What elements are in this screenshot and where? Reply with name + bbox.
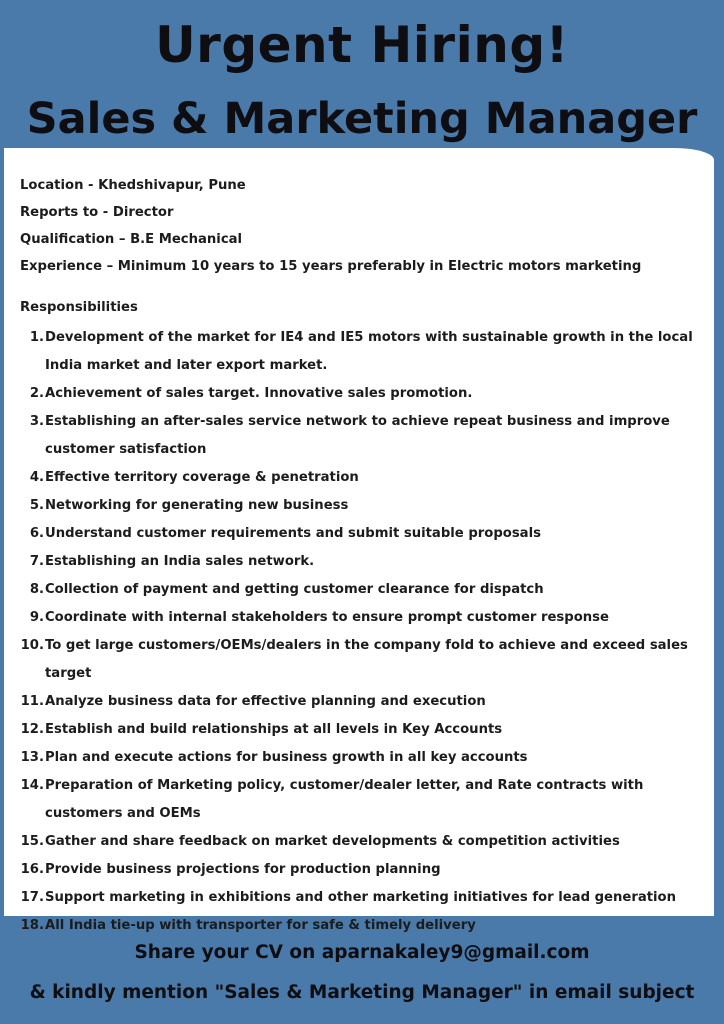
item-number: 1. [29, 330, 44, 345]
item-number: 4. [29, 470, 44, 485]
list-item [14, 828, 714, 856]
item-text: Establishing an after-sales service network to achieve repeat business and improve customer satisfaction [45, 414, 670, 457]
list-item [14, 856, 714, 884]
item-text: Coordinate with internal stakeholders to ensure prompt customer response [45, 610, 609, 625]
item-text: Provide business projections for production planning [45, 862, 441, 877]
list-item [14, 520, 714, 548]
item-number: 16. [20, 862, 44, 877]
item-number: 15. [20, 834, 44, 849]
list-item [14, 408, 714, 464]
list-item [14, 380, 714, 408]
item-number: 17. [20, 890, 44, 905]
item-text: Establish and build relationships at all levels in Key Accounts [45, 722, 503, 737]
list-item [14, 688, 714, 716]
item-number: 11. [20, 694, 44, 709]
item-text: All India tie-up with transporter for safe & timely delivery [45, 918, 476, 933]
qualification-line: Qualification – B.E Mechanical [20, 232, 243, 247]
item-number: 2. [29, 386, 44, 401]
header [0, 0, 724, 150]
list-item [14, 716, 714, 744]
list-item [14, 464, 714, 492]
item-text: Effective territory coverage & penetration [45, 470, 359, 485]
item-text: Preparation of Marketing policy, customer/dealer letter, and Rate contracts with customers and OEMs [45, 778, 644, 821]
item-text: Support marketing in exhibitions and other marketing initiatives for lead generation [45, 890, 676, 905]
item-number: 12. [20, 722, 44, 737]
item-text: Networking for generating new business [45, 498, 349, 513]
item-number: 18. [20, 918, 44, 933]
item-number: 5. [29, 498, 44, 513]
list-item [14, 632, 714, 688]
footer [0, 928, 724, 1024]
reports-to-line: Reports to - Director [20, 205, 174, 220]
item-text: Gather and share feedback on market developments & competition activities [45, 834, 620, 849]
responsibilities-heading: Responsibilities [20, 300, 138, 315]
responsibilities-list [14, 324, 714, 940]
item-number: 10. [20, 638, 44, 653]
item-text: Establishing an India sales network. [45, 554, 315, 569]
item-text: Plan and execute actions for business growth in all key accounts [45, 750, 528, 765]
list-item [14, 604, 714, 632]
item-number: 13. [20, 750, 44, 765]
item-number: 14. [20, 778, 44, 793]
item-text: Development of the market for IE4 and IE5 motors with sustainable growth in the local India market and later export market. [45, 330, 693, 373]
location-line: Location - Khedshivapur, Pune [20, 178, 246, 193]
job-details [20, 174, 710, 282]
list-item [14, 492, 714, 520]
item-number: 7. [29, 554, 44, 569]
experience-line: Experience – Minimum 10 years to 15 years preferably in Electric motors marketing [20, 259, 642, 274]
item-text: Understand customer requirements and submit suitable proposals [45, 526, 541, 541]
item-number: 3. [29, 414, 44, 429]
list-item [14, 576, 714, 604]
item-number: 8. [29, 582, 44, 597]
item-number: 6. [29, 526, 44, 541]
item-text: To get large customers/OEMs/dealers in the company fold to achieve and exceed sales target [45, 638, 688, 681]
email-subject-note: & kindly mention "Sales & Marketing Manager" in email subject [29, 982, 695, 1003]
item-number: 9. [29, 610, 44, 625]
page-title: Urgent Hiring! [155, 16, 569, 74]
list-item [14, 744, 714, 772]
list-item [14, 324, 714, 380]
item-text: Achievement of sales target. Innovative sales promotion. [45, 386, 473, 401]
job-title: Sales & Marketing Manager [26, 94, 698, 144]
item-text: Analyze business data for effective planning and execution [45, 694, 486, 709]
list-item [14, 548, 714, 576]
share-cv-line: Share your CV on aparnakaley9@gmail.com [134, 942, 590, 963]
list-item [14, 772, 714, 828]
item-text: Collection of payment and getting customer clearance for dispatch [45, 582, 544, 597]
list-item [14, 884, 714, 912]
